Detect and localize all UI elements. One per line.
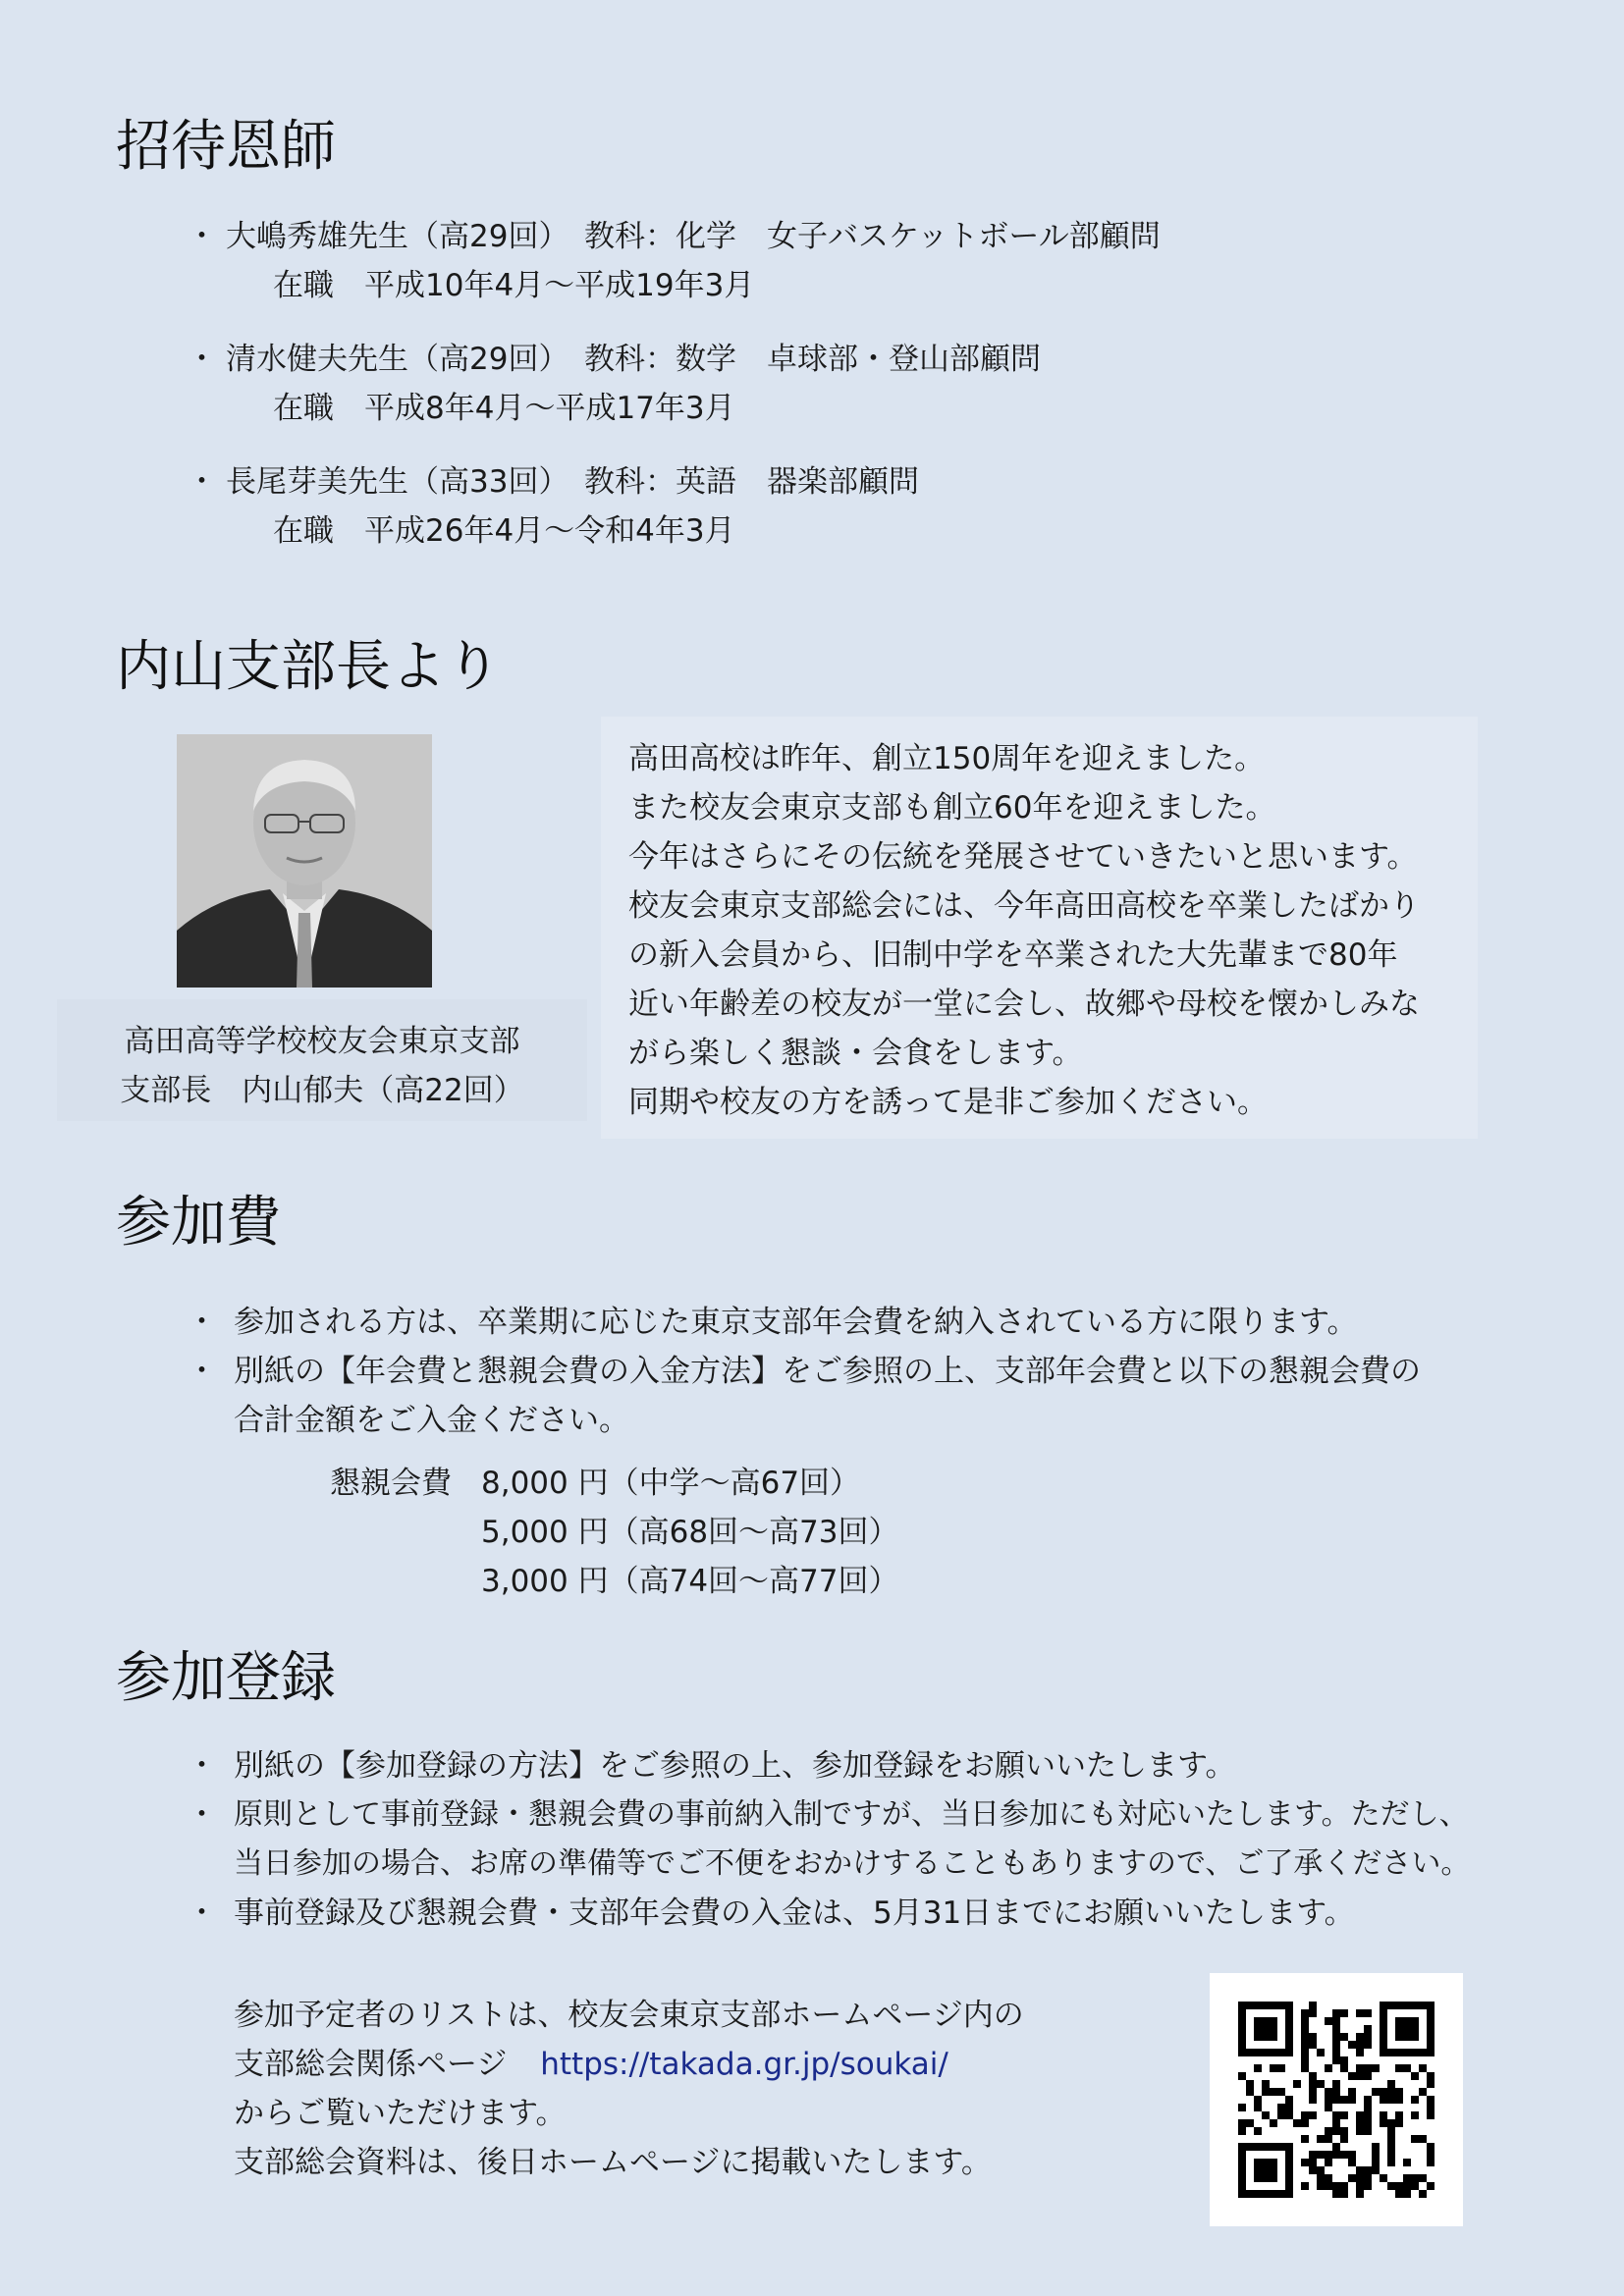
bullet: ・ bbox=[187, 1354, 217, 1389]
teacher-name-line: 清水健夫先生（高29回） 教科：数学 卓球部・登山部顧問 bbox=[226, 342, 1041, 377]
bullet: ・ bbox=[187, 1305, 217, 1340]
fee-row: 5,000 円（高68回～高73回） bbox=[481, 1515, 899, 1550]
section-title-teachers: 招待恩師 bbox=[116, 115, 336, 179]
fee-row: 8,000 円（中学～高67回） bbox=[481, 1466, 861, 1501]
section-title-registration: 参加登録 bbox=[116, 1646, 336, 1710]
bullet: ・ bbox=[187, 464, 217, 500]
participant-list-note: 参加予定者のリストは、校友会東京支部ホームページ内の bbox=[234, 1998, 1024, 2033]
bullet: ・ bbox=[187, 1896, 217, 1931]
bullet: ・ bbox=[187, 219, 217, 254]
soukai-page-link[interactable]: https://takada.gr.jp/soukai/ bbox=[540, 2047, 948, 2082]
registration-note-3: 事前登録及び懇親会費・支部年会費の入金は、5月31日までにお願いいたします。 bbox=[234, 1896, 1355, 1931]
fee-note-2-cont: 合計金額をご入金ください。 bbox=[234, 1403, 629, 1438]
caption-name: 支部長 内山郁夫（高22回） bbox=[120, 1073, 524, 1108]
fee-row: 3,000 円（高74回～高77回） bbox=[481, 1564, 899, 1599]
fee-label: 懇親会費 bbox=[330, 1466, 452, 1501]
message-line: 同期や校友の方を誘って是非ご参加ください。 bbox=[628, 1085, 1268, 1120]
message-line: 校友会東京支部総会には、今年高田高校を卒業したばかり bbox=[628, 888, 1420, 924]
bullet: ・ bbox=[187, 342, 217, 377]
message-line: 高田高校は昨年、創立150周年を迎えました。 bbox=[628, 741, 1266, 776]
materials-note: 支部総会資料は、後日ホームページに掲載いたします。 bbox=[234, 2145, 992, 2180]
fee-note-1: 参加される方は、卒業期に応じた東京支部年会費を納入されている方に限ります。 bbox=[234, 1305, 1358, 1340]
participant-list-note-cont: からご覧いただけます。 bbox=[234, 2096, 567, 2131]
teacher-name-line: 大嶋秀雄先生（高29回） 教科：化学 女子バスケットボール部顧問 bbox=[226, 219, 1161, 254]
participant-list-link-line bbox=[234, 2040, 948, 2089]
section-title-message: 内山支部長より bbox=[116, 635, 501, 699]
message-line: がら楽しく懇談・会食をします。 bbox=[628, 1036, 1083, 1071]
registration-note-1: 別紙の【参加登録の方法】をご参照の上、参加登録をお願いいたします。 bbox=[234, 1748, 1236, 1784]
qr-code-icon[interactable] bbox=[1210, 1973, 1463, 2226]
caption-organization: 高田高等学校校友会東京支部 bbox=[124, 1024, 520, 1059]
fee-note-2: 別紙の【年会費と懇親会費の入金方法】をご参照の上、支部年会費と以下の懇親会費の bbox=[234, 1354, 1421, 1389]
message-text bbox=[628, 734, 1420, 1127]
message-line: 今年はさらにその伝統を発展させていきたいと思います。 bbox=[628, 839, 1418, 875]
registration-note-2-cont: 当日参加の場合、お席の準備等でご不便をおかけすることもありますので、ご了承ください。 bbox=[234, 1846, 1471, 1881]
registration-note-2: 原則として事前登録・懇親会費の事前納入制ですが、当日参加にも対応いたします。ただし、 bbox=[234, 1797, 1469, 1832]
teacher-tenure-line: 在職 平成10年4月～平成19年3月 bbox=[273, 268, 755, 303]
teacher-tenure-line: 在職 平成8年4月～平成17年3月 bbox=[273, 391, 735, 426]
portrait-photo bbox=[177, 734, 432, 988]
teacher-name-line: 長尾芽美先生（高33回） 教科：英語 器楽部顧問 bbox=[226, 464, 919, 500]
qr-code-graphic bbox=[1210, 1973, 1463, 2226]
message-line: の新入会員から、旧制中学を卒業された大先輩まで80年 bbox=[628, 937, 1398, 973]
message-line: また校友会東京支部も創立60年を迎えました。 bbox=[628, 790, 1276, 826]
link-prefix: 支部総会関係ページ bbox=[234, 2047, 508, 2082]
section-title-fee: 参加費 bbox=[116, 1191, 281, 1255]
bullet: ・ bbox=[187, 1797, 217, 1833]
portrait-photo-graphic bbox=[177, 734, 432, 988]
bullet: ・ bbox=[187, 1748, 217, 1784]
message-line: 近い年齢差の校友が一堂に会し、故郷や母校を懐かしみな bbox=[628, 987, 1420, 1022]
teacher-tenure-line: 在職 平成26年4月～令和4年3月 bbox=[273, 513, 735, 549]
